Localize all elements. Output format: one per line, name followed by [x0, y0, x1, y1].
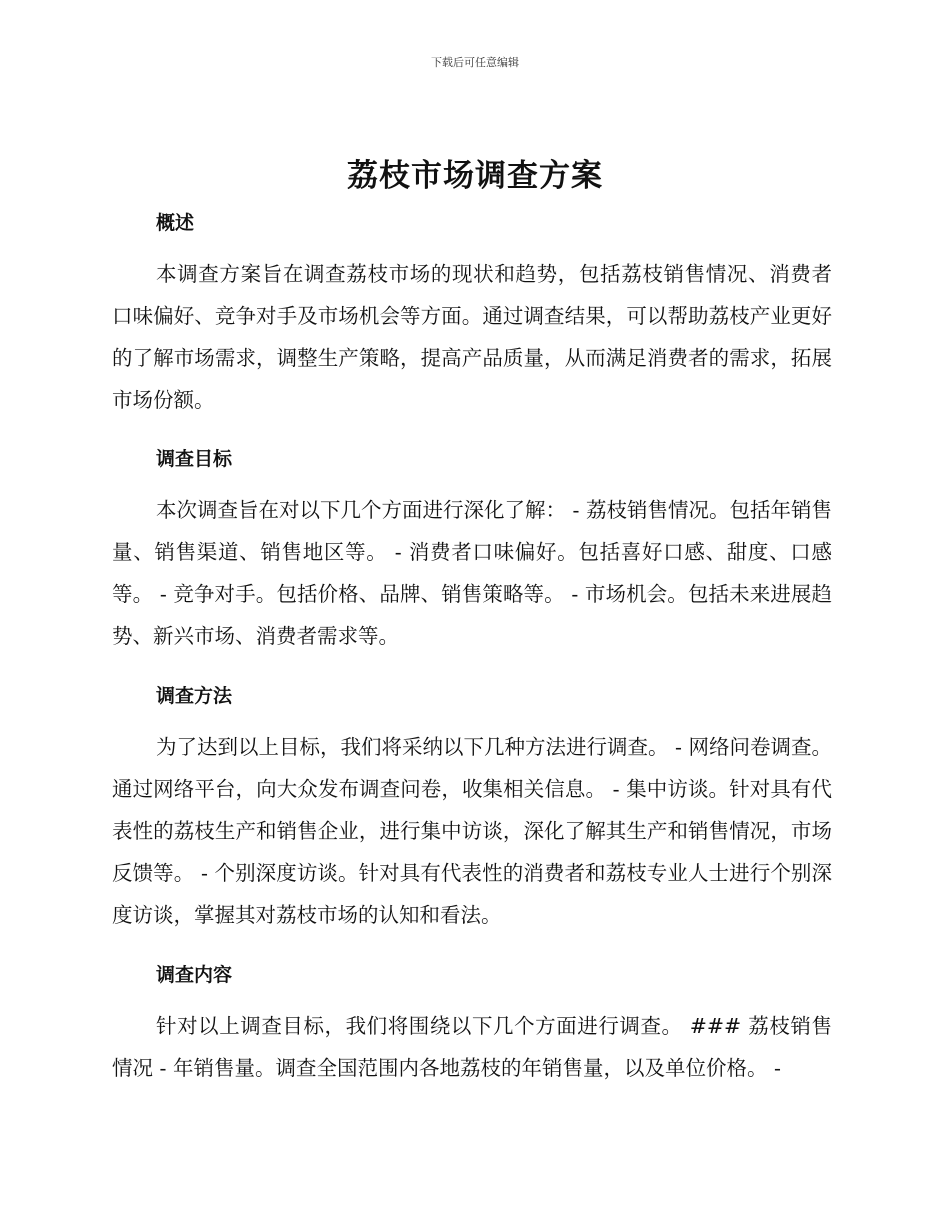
- section-body-overview: 本调查方案旨在调查荔枝市场的现状和趋势，包括荔枝销售情况、消费者口味偏好、竞争对手及市场机会等方面。通过调查结果，可以帮助荔枝产业更好的了解市场需求，调整生产策略，提高产品质量，从而满足消费者的需求，拓展市场份额。: [112, 262, 832, 412]
- page-header: 下载后可任意编辑: [431, 56, 519, 69]
- document-title: 荔枝市场调查方案: [347, 158, 603, 194]
- section-heading-overview: 概述: [156, 212, 195, 234]
- section-heading-content: 调查内容: [156, 964, 233, 986]
- section-body-goals: 本次调查旨在对以下几个方面进行深化了解： - 荔枝销售情况。包括年销售量、销售渠道、销售地区等。 - 消费者口味偏好。包括喜好口感、甜度、口感等。 - 竞争对手。包括价格、品牌、销售策略等。 - 市场机会。包括未来进展趋势、新兴市场、消费者需求等。: [112, 498, 832, 648]
- section-body-content: 针对以上调查目标，我们将围绕以下几个方面进行调查。 ### 荔枝销售情况 - 年销售量。调查全国范围内各地荔枝的年销售量，以及单位价格。 -: [112, 1014, 832, 1080]
- section-heading-methods: 调查方法: [156, 685, 233, 707]
- section-heading-goals: 调查目标: [156, 448, 233, 470]
- section-body-methods: 为了达到以上目标，我们将采纳以下几种方法进行调查。 - 网络问卷调查。通过网络平台，向大众发布调查问卷，收集相关信息。 - 集中访谈。针对具有代表性的荔枝生产和销售企业，进行集中访谈，深化了解其生产和销售情况，市场反馈等。 - 个别深度访谈。针对具有代表性的消费者和荔枝专业人士进行个别深度访谈，掌握其对荔枝市场的认知和看法。: [112, 735, 832, 927]
